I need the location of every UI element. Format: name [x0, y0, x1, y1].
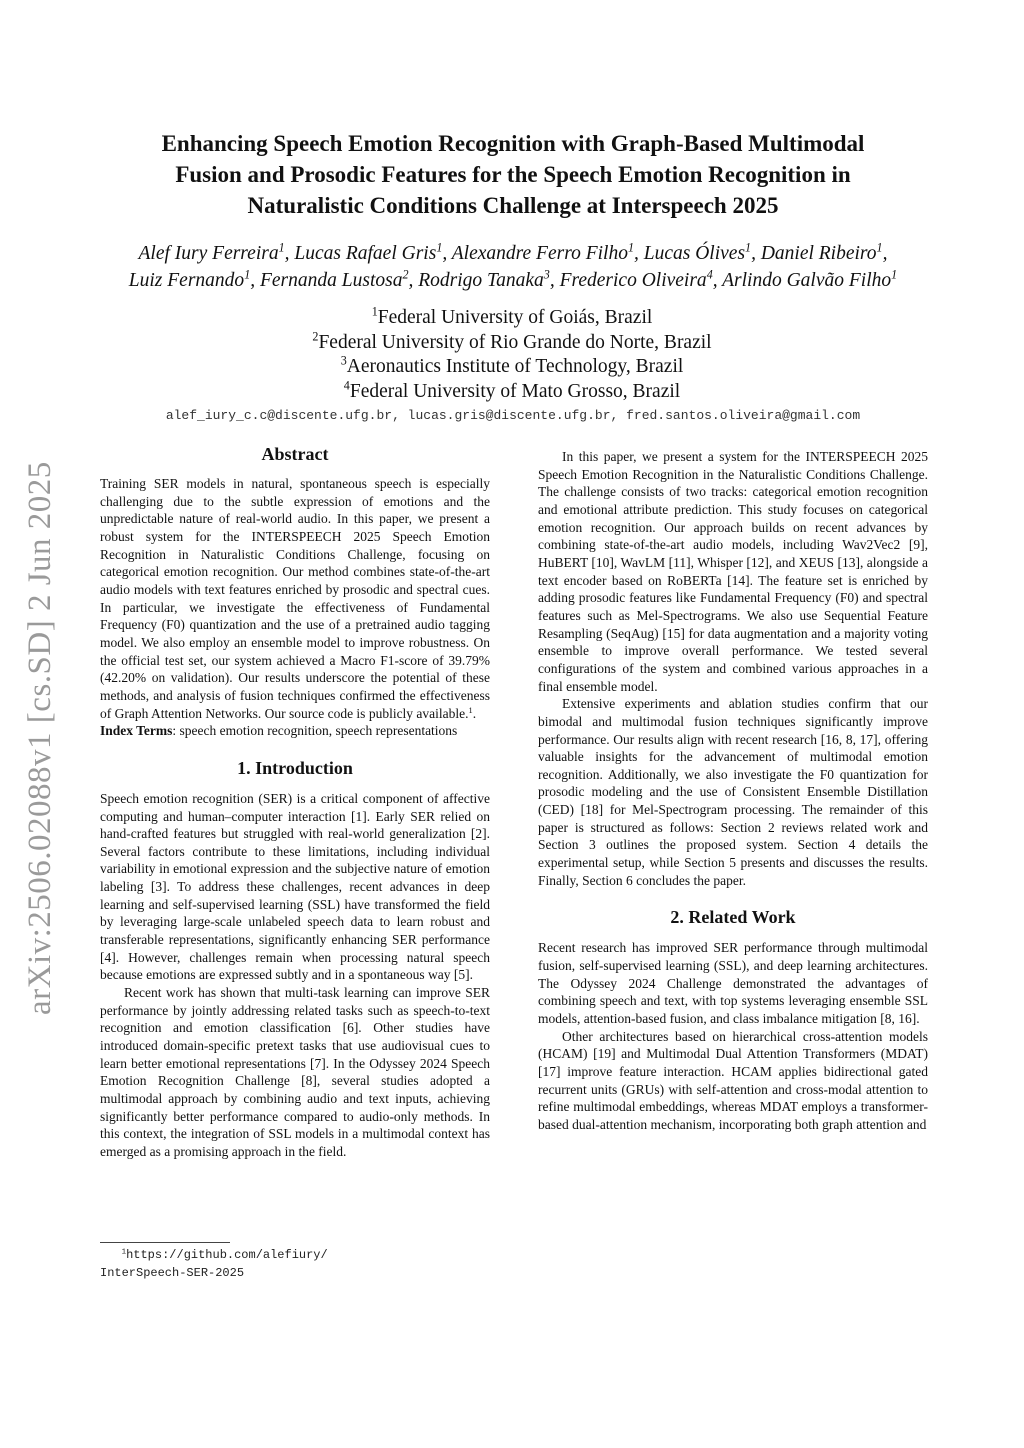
- affiliation-number: 3: [340, 353, 347, 368]
- affiliation: [162, 331, 862, 356]
- affiliation-text: Federal University of Goiás, Brazil: [377, 307, 653, 328]
- related-paragraph: Recent research has improved SER performance through multimodal fusion, self-supervised learning (SSL), and deep learning architectures. The Odyssey 2024 Challenge demonstrated the advantages of combining speech and text, with top systems leveraging ensemble SSL models, attention-based fusion, and class imbalance mitigation [8, 16].: [538, 940, 928, 1027]
- author-name: Daniel Ribeiro: [760, 243, 877, 264]
- footnote-url-continued[interactable]: InterSpeech-SER-2025: [100, 1266, 245, 1280]
- footnote-url[interactable]: https://github.com/alefiury/: [126, 1248, 328, 1262]
- title-line: Naturalistic Conditions Challenge at Interspeech 2025: [247, 193, 779, 218]
- footnote-mark: 1: [121, 1248, 127, 1257]
- abstract-text: Training SER models in natural, spontaneous speech is especially challenging due to the subtle expression of emotions and the unpredictable nature of real-world audio. In this paper, we present a robust system for the INTERSPEECH 2025 Speech Emotion Recognition in Naturalistic Conditions Challenge, focusing on categorical emotion recognition. Our method combines state-of-the-art audio models with text features enriched by prosodic and spectral cues. In particular, we investigate the effectiveness of Fundamental Frequency (F0) quantization and the use of a pretrained audio tagging model. We also employ an ensemble model to improve robustness. On the official test set, our system achieved a Macro F1-score of 39.79% (42.20% on validation). Our results underscore the potential of these methods, and analysis of fusion techniques confirmed the effectiveness of Graph Attention Networks. Our source code is publicly available.$^1$.: [100, 476, 490, 721]
- affiliation-number: 4: [343, 378, 350, 393]
- intro-paragraph: [100, 984, 490, 1161]
- index-terms: [100, 722, 490, 740]
- title-line: Fusion and Prosodic Features for the Speech Emotion Recognition in: [175, 162, 851, 187]
- affiliation: [162, 380, 862, 405]
- author-name: Luiz Fernando: [128, 270, 245, 291]
- section-heading-related-work: 2. Related Work: [670, 907, 796, 928]
- author-name: Alexandre Ferro Filho: [451, 243, 628, 264]
- affiliation-text: Aeronautics Institute of Technology, Brazil: [346, 356, 684, 377]
- right-column: [538, 448, 928, 1134]
- footnote-reference[interactable]: 1: [468, 705, 473, 715]
- author-line: Luiz Fernando$^1$, Fernanda Lustosa$^2$, Rodrigo Tanaka$^3$, Frederico Oliveira$^4$, Arlindo Galvão Filho$^1$: [128, 267, 898, 291]
- author-affiliation-mark: 1: [244, 267, 251, 282]
- index-terms-label: Index Terms: [100, 723, 173, 739]
- author-affiliation-mark: 4: [706, 267, 713, 282]
- author-name: Frederico Oliveira: [559, 270, 707, 291]
- left-column: [100, 442, 490, 1161]
- title-line: Enhancing Speech Emotion Recognition with Graph-Based Multimodal: [161, 131, 865, 156]
- affiliation: [162, 306, 862, 331]
- abstract-body: Training SER models in natural, spontaneous speech is especially challenging due to the subtle expression of emotions and the unpredictable nature of real-world audio. In this paper, we present a robust system for the INTERSPEECH 2025 Speech Emotion Recognition in Naturalistic Conditions Challenge, focusing on categorical emotion recognition. Our method combines state-of-the-art audio models with text features enriched by prosodic and spectral cues. In particular, we investigate the effectiveness of Fundamental Frequency (F0) quantization and the use of a pretrained audio tagging model. We also employ an ensemble model to improve robustness. On the official test set, our system achieved a Macro F1-score of 39.79% (42.20% on validation). Our results underscore the potential of these methods, and analysis of fusion techniques confirmed the effectiveness of Graph Attention Networks. Our source code is publicly available.: [100, 476, 490, 721]
- author-affiliation-mark: 1: [876, 240, 883, 255]
- author-name: Alef Iury Ferreira: [138, 243, 279, 264]
- intro-paragraph: In this paper, we present a system for the INTERSPEECH 2025 Speech Emotion Recognition in the Naturalistic Conditions Challenge. The challenge consists of two tracks: categorical emotion recognition and emotional attribute prediction. This study focuses on categorical emotion recognition. Our approach builds on recent advances by combining state-of-the-art audio models, including Wav2Vec2 [9], HuBERT [10], WavLM [11], Whisper [12], and XEUS [13], alongside a text encoder based on RoBERTa [14]. The feature set is enriched by adding prosodic features like Fundamental Frequency (F0) and spectral features such as Mel-Spectrograms. We also use Sequential Feature Resampling (SeqAug) [15] for data augmentation and a majority voting ensemble to improve overall performance. We tested several configurations of the system and combined various approaches in a final ensemble model.: [538, 449, 928, 694]
- intro-paragraph: Speech emotion recognition (SER) is a critical component of affective computing and human–computer interaction [1]. Early SER relied on hand-crafted features but struggled with real-world generalization [2]. Several factors contribute to these limitations, including individual variability in emotional expression and the subjective nature of emotion labeling [3]. To address these challenges, recent advances in deep learning and self-supervised learning (SSL) have transformed the field by leveraging large-scale unlabeled speech data to learn robust and transferable representations, significantly enhancing SER performance [4]. However, challenges remain when processing natural speech because emotions are expressed subtly and in a spontaneous way [5].: [100, 790, 490, 983]
- author-name: Fernanda Lustosa: [259, 270, 403, 291]
- affiliation: [162, 355, 862, 380]
- author-affiliation-mark: 1: [278, 240, 285, 255]
- author-line: Alef Iury Ferreira$^1$, Lucas Rafael Gris$^1$, Alexandre Ferro Filho$^1$, Lucas Ólives$^1$, Daniel Ribeiro$^1$,: [138, 240, 888, 264]
- author-emails: alef_iury_c.c@discente.ufg.br, lucas.gris@discente.ufg.br, fred.santos.oliveira@gmail.com: [165, 408, 861, 423]
- affiliation-number: 1: [371, 304, 378, 319]
- index-terms-text: : speech emotion recognition, speech representations: [172, 723, 458, 739]
- abstract-heading: Abstract: [261, 444, 329, 464]
- arxiv-stamp: arXiv:2506.02088v1 [cs.SD] 2 Jun 2025: [22, 461, 58, 1015]
- footnote: [100, 1246, 490, 1282]
- author-name: Lucas Rafael Gris: [294, 243, 437, 264]
- author-affiliation-mark: 1: [891, 267, 898, 282]
- affiliation-text: Federal University of Rio Grande do Norte, Brazil: [318, 331, 712, 353]
- related-paragraph: Other architectures based on hierarchical cross-attention models (HCAM) [19] and Multimodal Dual Attention Transformers (MDAT) [17] improve feature interaction. HCAM applies bidirectional gated recurrent units (GRUs) with self-attention and cross-modal attention to refine multimodal embeddings, whereas MDAT employs a transformer-based dual-attention mechanism, incorporating both graph attention and: [538, 1028, 928, 1132]
- paper-title: [110, 128, 916, 221]
- intro-paragraph: Extensive experiments and ablation studies confirm that our bimodal and multimodal fusion techniques significantly improve performance. Our results align with recent research [16, 8, 17], offering valuable insights for the advancement of multimodal emotion recognition. Additionally, we also investigate the F0 quantization for prosodic modeling and the use of Consistent Ensemble Distillation (CED) [18] for Mel-Spectrogram processing. The remainder of this paper is structured as follows: Section 2 reviews related work and Section 3 outlines the proposed system. Section 4 details the experimental setup, while Section 5 presents and discusses the results. Finally, Section 6 concludes the paper.: [538, 696, 928, 888]
- footnote-divider: [100, 1242, 230, 1243]
- author-name: Rodrigo Tanaka: [418, 270, 544, 291]
- author-affiliation-mark: 1: [627, 240, 634, 255]
- author-name: Arlindo Galvão Filho: [722, 270, 892, 291]
- affiliation-number: 2: [312, 329, 319, 344]
- section-heading-introduction: 1. Introduction: [237, 757, 353, 778]
- author-affiliation-mark: 1: [436, 240, 443, 255]
- intro-paragraph-text: Recent work has shown that multi-task learning can improve SER performance by jointly addressing related tasks such as speech-to-text recognition and emotion classification [6]. Other studies have introduced domain-specific pretext tasks that use audiovisual cues to learn better emotional representations [7]. In the Odyssey 2024 Speech Emotion Recognition Challenge [8], several studies adopted a multimodal approach by combining audio and text inputs, achieving significantly better performance compared to audio-only methods. In this context, the integration of SSL models in a multimodal context has emerged as a promising approach in the field.: [100, 985, 490, 1159]
- author-affiliation-mark: 3: [543, 267, 550, 282]
- affiliation-text: Federal University of Mato Grosso, Brazil: [349, 380, 681, 402]
- author-affiliation-mark: 2: [402, 267, 409, 282]
- affiliation-list: [162, 306, 862, 404]
- author-affiliation-mark: 1: [745, 240, 752, 255]
- footnote-line: [100, 1246, 490, 1264]
- author-list: [80, 240, 946, 294]
- author-name: Lucas Ólives: [643, 243, 746, 264]
